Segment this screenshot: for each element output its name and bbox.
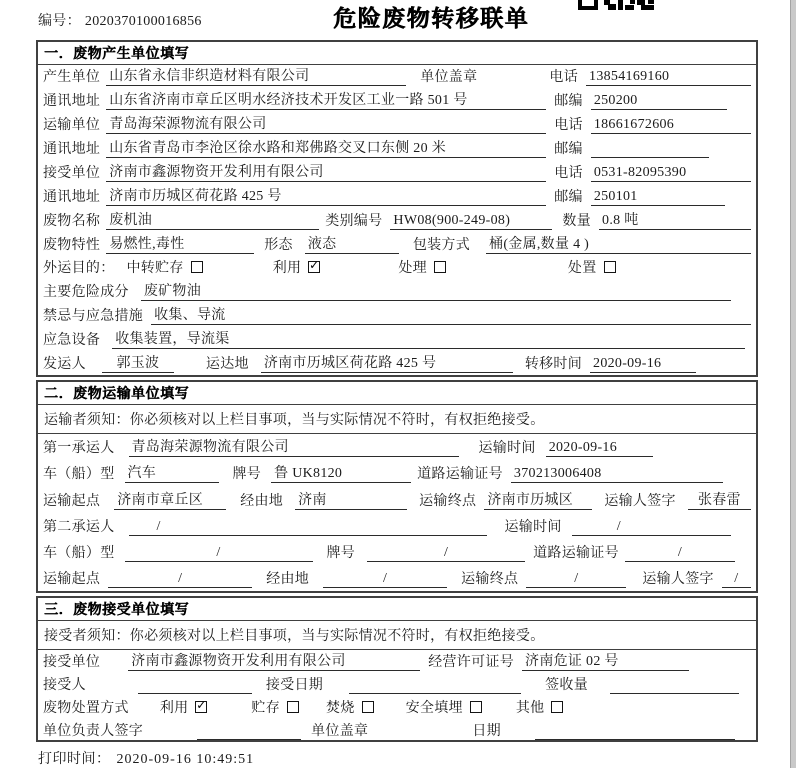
field-label: 运输终点 — [461, 572, 519, 588]
field-value: / — [625, 545, 735, 562]
field-value: 济南 — [295, 489, 407, 510]
checkbox-option-other — [516, 697, 564, 717]
row-emergency-measures — [38, 304, 756, 328]
field-label: 转移时间 — [524, 357, 583, 372]
field-label: 经由地 — [240, 493, 284, 509]
field-label: 形态 — [264, 238, 293, 253]
field-label: 运输起点 — [43, 493, 101, 509]
checkbox-label: 贮存 — [251, 701, 281, 716]
field-label: 经由地 — [266, 572, 310, 588]
field-value: 山东省永信非织造材料有限公司 — [106, 65, 406, 86]
field-label: 通讯地址 — [43, 94, 101, 109]
field-value-empty — [535, 723, 735, 740]
field-label: 接受日期 — [265, 678, 324, 693]
row-route-2 — [38, 565, 756, 591]
doc-number — [38, 10, 202, 30]
field-label: 运输单位 — [43, 118, 101, 133]
checkbox-option-utilize — [273, 257, 321, 277]
section-producer — [36, 40, 758, 377]
field-label: 接受单位 — [43, 655, 101, 670]
field-label: 禁忌与应急措施 — [43, 309, 144, 324]
checkbox-icon — [362, 701, 374, 713]
row-transporter-address — [38, 137, 756, 161]
field-label: 废物处置方式 — [43, 701, 129, 716]
row-responsible-signature — [38, 720, 756, 743]
field-value: 0.8 吨 — [599, 209, 751, 230]
field-label: 道路运输证号 — [417, 467, 503, 483]
row-route-1 — [38, 486, 756, 512]
field-value: 250101 — [591, 189, 725, 206]
field-value: 液态 — [305, 233, 399, 254]
checkbox-option-store — [251, 697, 299, 717]
document-header — [0, 0, 796, 40]
field-value: 济南市鑫源物资开发利用有限公司 — [128, 650, 420, 671]
field-value: 济南危证 02 号 — [522, 650, 689, 671]
checkbox-option-dispose — [568, 257, 616, 277]
field-value-empty — [610, 677, 739, 694]
row-dispatcher — [38, 352, 756, 376]
field-label: 牌号 — [326, 545, 356, 561]
field-label: 电话 — [554, 166, 583, 181]
field-value: 易燃性,毒性 — [106, 233, 254, 254]
field-value: / — [526, 571, 626, 588]
row-hazard-component — [38, 280, 756, 304]
section-receiver-title: 三．废物接受单位填写 — [38, 598, 756, 621]
checkbox-label: 处置 — [567, 261, 597, 276]
qr-code-fragment-icon — [578, 0, 654, 11]
field-value: 2020-09-16 — [546, 440, 653, 457]
field-label: 牌号 — [232, 467, 262, 483]
row-waste-character — [38, 233, 756, 257]
field-label: 接受单位 — [43, 166, 101, 181]
row-disposal-method — [38, 697, 756, 720]
field-value: 2020-09-16 — [590, 356, 696, 373]
field-value: 郭玉波 — [102, 352, 174, 373]
field-value: / — [129, 519, 487, 536]
field-label: 数量 — [562, 214, 592, 229]
field-label: 邮编 — [554, 94, 583, 109]
checkbox-label: 其他 — [515, 701, 545, 716]
page-edge-shadow — [790, 0, 796, 768]
field-label: 运达地 — [205, 357, 249, 372]
row-receiving-unit — [38, 650, 756, 674]
field-label: 邮编 — [554, 190, 583, 205]
field-value: 鲁 UK8120 — [271, 462, 411, 483]
field-label: 运输时间 — [478, 441, 536, 457]
field-label: 主要危险成分 — [43, 285, 129, 300]
field-label: 产生单位 — [43, 70, 101, 85]
field-value: 收集、导流 — [151, 304, 751, 325]
field-value-empty — [349, 677, 521, 694]
field-value-empty — [591, 141, 709, 158]
section-transporter-title: 二．废物运输单位填写 — [38, 382, 756, 405]
field-label: 单位盖章 — [420, 70, 478, 85]
field-value: 青岛海荣源物流有限公司 — [106, 113, 546, 134]
field-value: / — [108, 571, 252, 588]
field-value: 济南市历城区荷花路 425 号 — [106, 185, 546, 206]
field-value: / — [722, 571, 751, 588]
print-time-label: 打印时间： — [38, 752, 111, 767]
doc-number-label: 编号： — [38, 14, 81, 29]
field-value-empty — [197, 723, 301, 740]
field-label: 接受人 — [43, 678, 86, 693]
field-label: 废物特性 — [43, 238, 101, 253]
row-producer-unit — [38, 65, 756, 89]
manifest-form — [36, 40, 758, 742]
field-label: 运输人签字 — [642, 572, 714, 588]
field-label: 电话 — [554, 118, 583, 133]
field-value: 济南市历城区荷花路 425 号 — [261, 352, 513, 373]
row-vehicle-1 — [38, 460, 756, 486]
checkbox-icon — [470, 701, 482, 713]
row-vehicle-2 — [38, 539, 756, 565]
field-value: 收集装置，导流渠 — [112, 328, 745, 349]
field-label: 车（船）型 — [43, 467, 115, 483]
field-value: / — [367, 545, 525, 562]
checkbox-option-transfer-storage — [127, 257, 203, 277]
field-value: / — [572, 519, 731, 536]
field-label: 废物名称 — [43, 214, 101, 229]
field-value: 废矿物油 — [141, 280, 731, 301]
field-value: / — [125, 545, 313, 562]
row-transporter-unit — [38, 113, 756, 137]
field-label: 第二承运人 — [43, 519, 115, 535]
row-emergency-equipment — [38, 328, 756, 352]
receiver-notice: 接受者须知：你必须核对以上栏目事项，当与实际情况不符时，有权拒绝接受。 — [38, 621, 756, 650]
row-waste-name — [38, 209, 756, 233]
checkbox-option-utilize — [160, 697, 208, 717]
doc-number-value: 2020370100016856 — [84, 14, 202, 29]
field-value: 济南市章丘区 — [114, 489, 226, 510]
field-label: 单位负责人签字 — [43, 724, 144, 739]
field-label: 应急设备 — [43, 333, 101, 348]
field-value: HW08(900-249-08) — [390, 213, 552, 230]
field-label: 道路运输证号 — [533, 545, 619, 561]
row-outbound-purpose — [38, 257, 756, 280]
field-value: 济南市历城区 — [484, 489, 592, 510]
section-producer-title: 一．废物产生单位填写 — [38, 42, 756, 65]
field-label: 包装方式 — [412, 238, 471, 253]
field-value: 汽车 — [125, 462, 219, 483]
section-transporter — [36, 380, 758, 593]
field-value: 13854169160 — [586, 69, 751, 86]
field-value: 250200 — [591, 93, 727, 110]
checkbox-icon — [434, 261, 446, 273]
field-label: 运输起点 — [43, 572, 101, 588]
field-value: 18661672606 — [591, 117, 751, 134]
checkbox-label: 中转贮存 — [126, 261, 184, 276]
field-label: 运输终点 — [419, 493, 477, 509]
field-value: 张春雷 — [688, 489, 751, 510]
field-label: 通讯地址 — [43, 142, 101, 157]
checkbox-option-incinerate — [326, 697, 374, 717]
row-first-carrier — [38, 434, 756, 460]
field-label: 电话 — [549, 70, 579, 85]
field-label: 签收量 — [545, 678, 589, 693]
row-second-carrier — [38, 513, 756, 539]
field-value: 370213006408 — [511, 466, 723, 483]
checkbox-icon — [551, 701, 563, 713]
section-receiver — [36, 596, 758, 742]
field-value: 济南市鑫源物资开发利用有限公司 — [106, 161, 546, 182]
field-label: 经营许可证号 — [428, 655, 515, 670]
field-label: 通讯地址 — [43, 190, 101, 205]
field-value: / — [323, 571, 447, 588]
field-value: 山东省济南市章丘区明水经济技术开发区工业一路 501 号 — [106, 89, 546, 110]
field-label: 类别编号 — [325, 214, 383, 229]
print-time-value: 2020-09-16 10:49:51 — [116, 752, 255, 767]
field-label: 运输时间 — [504, 519, 562, 535]
page-title: 危险废物转移联单 — [333, 5, 529, 31]
transporter-notice: 运输者须知：你必须核对以上栏目事项，当与实际情况不符时，有权拒绝接受。 — [38, 405, 756, 434]
print-time — [38, 748, 254, 768]
row-producer-address — [38, 89, 756, 113]
field-label: 车（船）型 — [43, 545, 115, 561]
row-receiver-person — [38, 674, 756, 697]
checkbox-label: 利用 — [159, 701, 189, 716]
checkbox-label: 处理 — [398, 261, 427, 276]
row-receiver-address — [38, 185, 756, 209]
checkbox-label: 利用 — [272, 261, 302, 276]
field-value: 废机油 — [106, 209, 319, 230]
field-label: 第一承运人 — [43, 441, 115, 457]
checkbox-option-treat — [398, 257, 446, 277]
field-value: 桶(金属,数量 4 ) — [486, 233, 751, 254]
field-value: 青岛海荣源物流有限公司 — [129, 436, 459, 457]
field-value: 0531-82095390 — [591, 165, 751, 182]
checkbox-checked-icon: ✓ — [309, 258, 320, 272]
checkbox-checked-icon: ✓ — [196, 698, 207, 712]
row-receiver-unit — [38, 161, 756, 185]
field-value-empty — [138, 677, 252, 694]
checkbox-option-landfill — [406, 697, 482, 717]
field-value: 山东省青岛市李沧区徐水路和郑佛路交叉口东侧 20 米 — [106, 137, 546, 158]
checkbox-icon — [604, 261, 616, 273]
checkbox-label: 焚烧 — [326, 701, 355, 716]
field-label: 单位盖章 — [311, 724, 369, 739]
checkbox-label: 安全填埋 — [405, 701, 463, 716]
field-label: 日期 — [472, 724, 501, 739]
field-label: 运输人签字 — [604, 493, 676, 509]
field-label: 外运目的： — [43, 261, 115, 276]
checkbox-icon — [191, 261, 203, 273]
field-label: 发运人 — [43, 357, 86, 372]
field-label: 邮编 — [554, 142, 583, 157]
checkbox-icon — [287, 701, 299, 713]
